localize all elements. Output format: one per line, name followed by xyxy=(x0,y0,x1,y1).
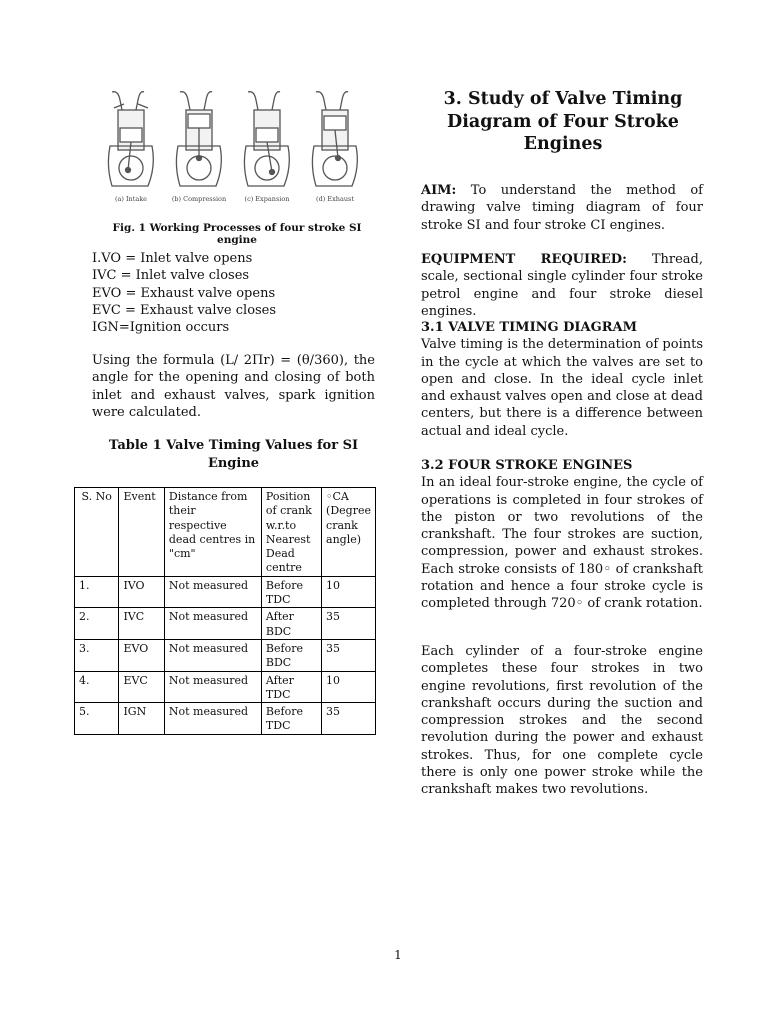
cell-crank-angle: 35 xyxy=(322,639,376,671)
engine-strokes-figure xyxy=(98,88,368,208)
cell-event: EVO xyxy=(119,639,164,671)
definition-ivc: IVC = Inlet valve closes xyxy=(92,268,250,284)
cell-distance: Not measured xyxy=(164,639,261,671)
cell-crank-angle: 10 xyxy=(322,671,376,703)
cell-sno: 1. xyxy=(75,576,119,608)
header-event: Event xyxy=(119,488,164,577)
abbreviation-list xyxy=(92,250,276,336)
equipment-text: Thread, scale, sectional single cylinder four stroke petrol engine and four stroke diesel engines. xyxy=(421,252,703,319)
cell-event: IVC xyxy=(119,608,164,640)
panel-label-intake: (a) Intake xyxy=(114,195,148,203)
header-position: Position of crank w.r.to Nearest Dead centre xyxy=(261,488,321,577)
compression-stroke-diagram xyxy=(176,92,221,186)
equipment-label: EQUIPMENT REQUIRED: xyxy=(421,252,627,267)
header-sno: S. No xyxy=(75,488,119,577)
four-stroke-paragraph-2: Each cylinder of a four-stroke engine completes these four strokes in two engine revolutions, first revolution of the crankshaft occurs during the suction and compression strokes and the second revolution during the power and exhaust strokes. Thus, for one complete cycle there is only one power stroke while the crankshaft makes two revolutions. xyxy=(421,644,703,798)
expansion-stroke-diagram xyxy=(244,92,289,186)
cell-crank-angle: 35 xyxy=(322,703,376,735)
table-row xyxy=(75,639,376,671)
cell-distance: Not measured xyxy=(164,671,261,703)
aim-text: To understand the method of drawing valve timing diagram of four stroke SI and four stroke CI engines. xyxy=(421,183,703,233)
cell-event: IVO xyxy=(119,576,164,608)
panel-label-exhaust: (d) Exhaust xyxy=(316,195,354,203)
cell-sno: 2. xyxy=(75,608,119,640)
cell-position: After BDC xyxy=(261,608,321,640)
valve-timing-table xyxy=(74,487,376,735)
page-title: 3. Study of Valve Timing Diagram of Four Stroke Engines xyxy=(443,89,683,154)
formula-paragraph: Using the formula (L/ 2Πr) = (θ/360), the angle for the opening and closing of both inlet and exhaust valves, spark ignition were calculated. xyxy=(92,353,375,420)
table-row xyxy=(75,576,376,608)
cell-distance: Not measured xyxy=(164,703,261,735)
section-text: In an ideal four-stroke engine, the cycle of operations is completed in four strokes of the piston or two revolutions of the crankshaft. The four strokes are suction, compression, power and exhaust strokes. Each stroke consists of 180◦ of crankshaft rotation and hence a four stroke cycle is completed through 720◦ of crank rotation. xyxy=(421,475,703,612)
table-row xyxy=(75,608,376,640)
table-row xyxy=(75,671,376,703)
section-four-stroke xyxy=(421,457,703,613)
cell-crank-angle: 35 xyxy=(322,608,376,640)
definition-ivo: I.VO = Inlet valve opens xyxy=(92,251,253,266)
exhaust-stroke-diagram xyxy=(312,92,357,186)
definition-evo: EVO = Exhaust valve opens xyxy=(92,285,276,301)
definition-ign: IGN=Ignition occurs xyxy=(92,320,230,336)
cell-sno: 4. xyxy=(75,671,119,703)
section-heading: 3.1 VALVE TIMING DIAGRAM xyxy=(421,320,637,335)
cell-position: Before BDC xyxy=(261,639,321,671)
header-crank-angle: ◦CA (Degree crank angle) xyxy=(322,488,376,577)
panel-label-expansion: (c) Expansion xyxy=(244,195,290,203)
figure-caption: Fig. 1 Working Processes of four stroke SI engine xyxy=(112,222,362,246)
header-distance: Distance from their respective dead centres in "cm" xyxy=(164,488,261,577)
section-heading: 3.2 FOUR STROKE ENGINES xyxy=(421,458,633,473)
cell-sno: 3. xyxy=(75,639,119,671)
equipment-paragraph xyxy=(421,251,703,320)
aim-label: AIM: xyxy=(421,183,457,198)
table-header-row xyxy=(75,488,376,577)
section-valve-timing xyxy=(421,319,703,440)
cell-position: Before TDC xyxy=(261,703,321,735)
section-text: Valve timing is the determination of points in the cycle at which the valves are set to open and close. In the ideal cycle inlet and exhaust valves open and close at dead centers, but there is a difference between actual and ideal cycle. xyxy=(421,337,703,439)
intake-stroke-diagram xyxy=(108,92,153,186)
cell-crank-angle: 10 xyxy=(322,576,376,608)
cell-event: IGN xyxy=(119,703,164,735)
cell-position: After TDC xyxy=(261,671,321,703)
table-caption: Table 1 Valve Timing Values for SI Engine xyxy=(108,438,359,471)
cell-position: Before TDC xyxy=(261,576,321,608)
cell-distance: Not measured xyxy=(164,608,261,640)
table-row xyxy=(75,703,376,735)
cell-distance: Not measured xyxy=(164,576,261,608)
cell-sno: 5. xyxy=(75,703,119,735)
aim-paragraph xyxy=(421,182,703,234)
cell-event: EVC xyxy=(119,671,164,703)
panel-label-compression: (b) Compression xyxy=(171,195,227,203)
definition-evc: EVC = Exhaust valve closes xyxy=(92,302,277,318)
page-number: 1 xyxy=(394,948,402,962)
